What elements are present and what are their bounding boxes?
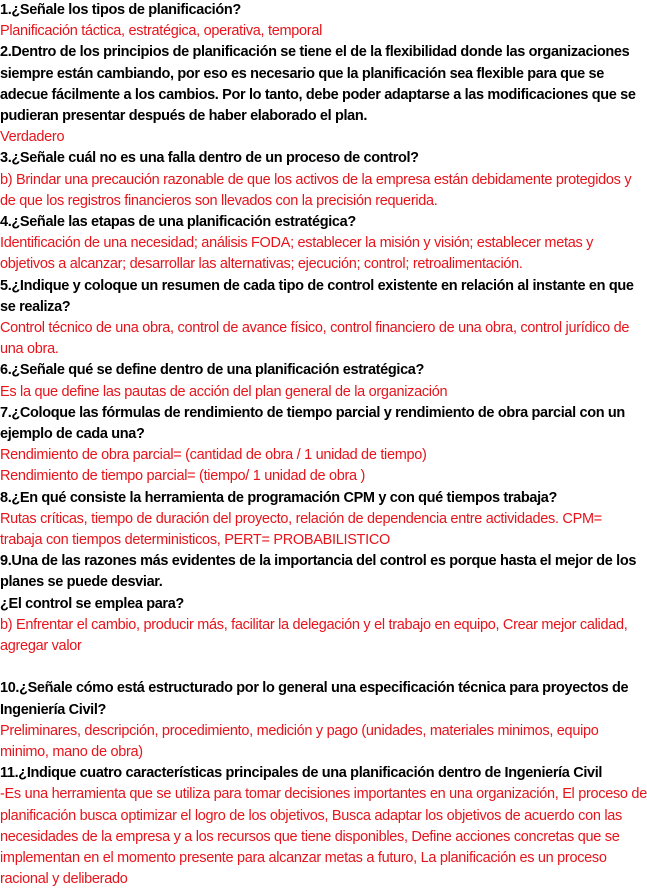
question-9: 9.Una de las razones más evidentes de la importancia del control es porque hasta el mejor de los planes se puede desviar.	[0, 553, 637, 591]
answer-3: b) Brindar una precaución razonable de que los activos de la empresa están debidamente protegidos y de que los registros financieros son llevados con la precisión requerida.	[0, 171, 632, 209]
answer-10: Preliminares, descripción, procedimiento, medición y pago (unidades, materiales minimos, equipo minimo, mano de obra)	[0, 722, 599, 760]
question-6: 6.¿Señale qué se define dentro de una planificación estratégica?	[0, 362, 424, 379]
question-10: 10.¿Señale cómo está estructurado por lo general una especificación técnica para proyectos de Ingeniería Civil?	[0, 680, 629, 718]
blank-line	[0, 657, 647, 678]
answer-4: Identificación de una necesidad; análisis FODA; establecer la misión y visión; establecer metas y objetivos a alcanzar; desarrollar las alternativas; ejecución; control; retroalimentación.	[0, 235, 594, 273]
question-5: 5.¿Indique y coloque un resumen de cada tipo de control existente en relación al instante en que se realiza?	[0, 277, 634, 315]
question-9-sub: ¿El control se emplea para?	[0, 595, 184, 612]
answer-7b: Rendimiento de tiempo parcial= (tiempo/ 1 unidad de obra )	[0, 468, 366, 485]
question-2: 2.Dentro de los principios de planificación se tiene el de la flexibilidad donde las organizaciones siempre están cambiando, por eso es necesario que la planificación sea flexible para que se adecue fácilmente a los cambios. Por lo tanto, debe poder adaptarse a las modificaciones que se pudieran presentar después de haber elaborado el plan.	[0, 44, 636, 125]
answer-7a: Rendimiento de obra parcial= (cantidad de obra / 1 unidad de tiempo)	[0, 447, 427, 464]
answer-2: Verdadero	[0, 129, 65, 146]
answer-5: Control técnico de una obra, control de avance físico, control financiero de una obra, control jurídico de una obra.	[0, 320, 630, 358]
answer-8: Rutas críticas, tiempo de duración del proyecto, relación de dependencia entre actividades. CPM= trabaja con tiempos deterministicos, PERT= PROBABILISTICO	[0, 510, 602, 549]
question-4: 4.¿Señale las etapas de una planificación estratégica?	[0, 214, 356, 231]
question-8: 8.¿En qué consiste la herramienta de programación CPM y con qué tiempos trabaja?	[0, 489, 557, 506]
answer-9: b) Enfrentar el cambio, producir más, facilitar la delegación y el trabajo en equipo, Crear mejor calidad, agregar valor	[0, 616, 628, 655]
question-7: 7.¿Coloque las fórmulas de rendimiento de tiempo parcial y rendimiento de obra parcial con un ejemplo de cada una?	[0, 404, 625, 443]
answer-11: -Es una herramienta que se utiliza para tomar decisiones importantes en una organización, El proceso de planificación busca optimizar el logro de los objetivos, Busca adaptar los objetivos de acuerdo con las necesidades de la empresa y a los recursos que tiene disponibles, Define acciones concretas que se implementan en el momento presente para alcanzar metas a futuro, La planificación es un proceso racional y deliberado	[0, 786, 647, 888]
question-1: 1.¿Señale los tipos de planificación?	[0, 2, 241, 18]
answer-1: Planificación táctica, estratégica, operativa, temporal	[0, 23, 323, 40]
answer-6: Es la que define las pautas de acción del plan general de la organización	[0, 383, 448, 400]
question-11: 11.¿Indique cuatro características principales de una planificación dentro de Ingeniería Civil	[0, 765, 603, 782]
question-3: 3.¿Señale cuál no es una falla dentro de un proceso de control?	[0, 150, 419, 167]
